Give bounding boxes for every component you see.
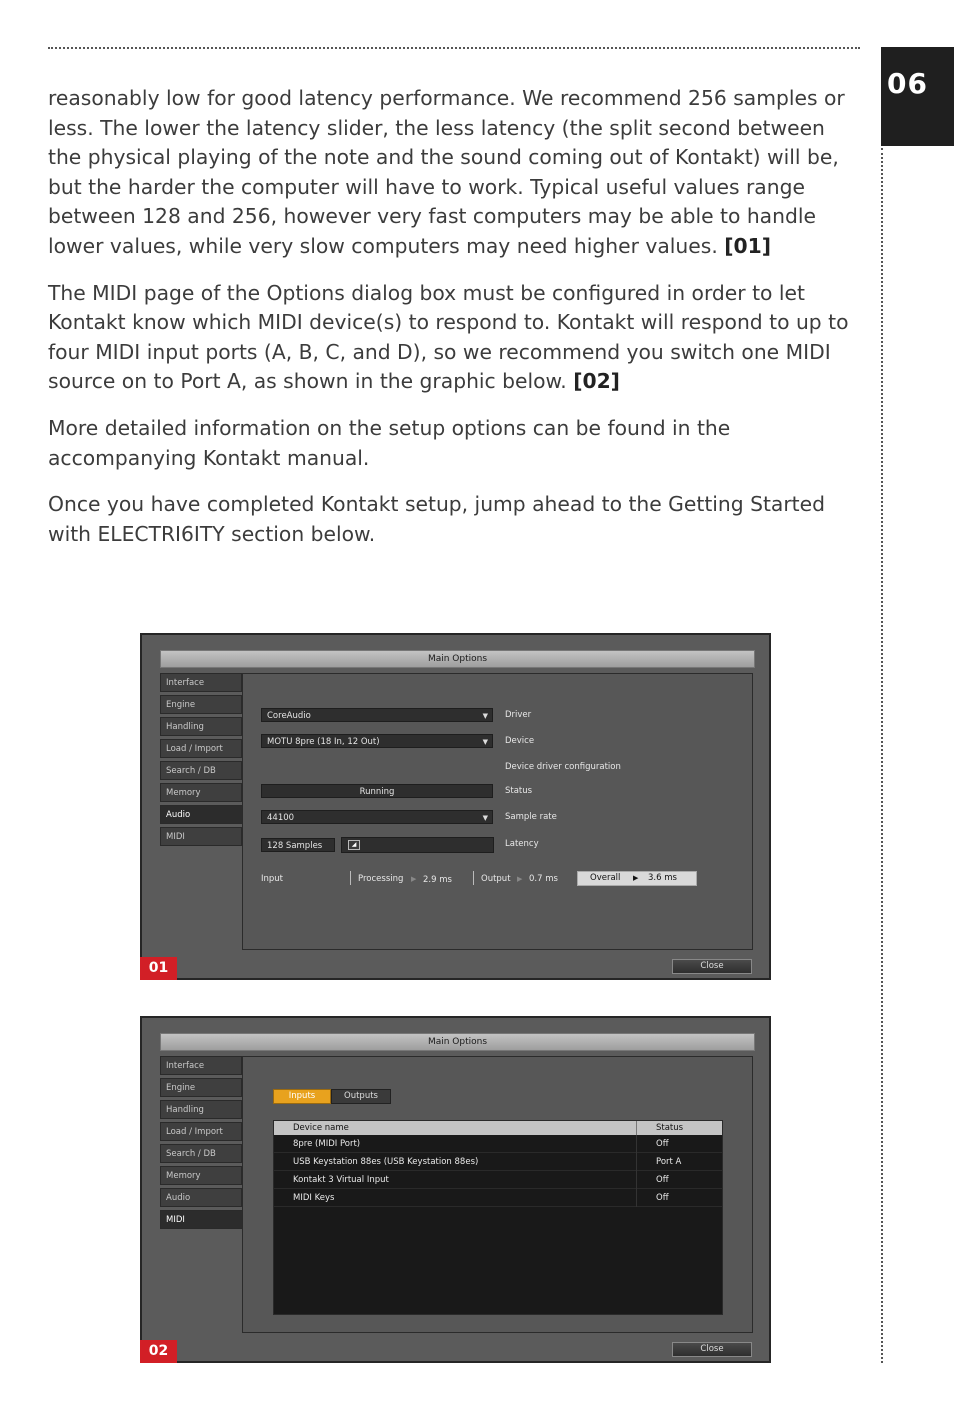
device-config-link[interactable]: Device driver configuration — [505, 762, 621, 772]
overall-latency — [577, 871, 697, 886]
nav-item-engine[interactable]: Engine — [160, 1078, 242, 1097]
figure-label: 02 — [140, 1340, 177, 1363]
device-table — [273, 1120, 723, 1315]
overall-value: 3.6 ms — [648, 873, 677, 883]
nav-item-engine[interactable]: Engine — [160, 695, 242, 714]
table-row[interactable]: USB Keystation 88es (USB Keystation 88es) Port A — [274, 1153, 722, 1171]
status-label: Status — [505, 786, 533, 796]
options-nav — [160, 1056, 242, 1232]
column-divider — [636, 1153, 637, 1171]
col-status[interactable]: Status — [656, 1123, 684, 1133]
processing-label: Processing — [358, 874, 404, 884]
nav-item-handling[interactable]: Handling — [160, 717, 242, 736]
nav-item-load-import[interactable]: Load / Import — [160, 739, 242, 758]
top-dotted-rule — [48, 47, 860, 49]
nav-item-audio[interactable]: Audio — [160, 1188, 242, 1207]
dropdown-arrow-icon: ▼ — [482, 738, 488, 746]
nav-item-memory[interactable]: Memory — [160, 783, 242, 802]
table-row[interactable]: 8pre (MIDI Port) Off — [274, 1135, 722, 1153]
close-button[interactable]: Close — [672, 1342, 752, 1357]
nav-item-search-db[interactable]: Search / DB — [160, 761, 242, 780]
column-divider — [636, 1135, 637, 1153]
input-label: Input — [261, 874, 284, 884]
table-row[interactable]: MIDI Keys Off — [274, 1189, 722, 1207]
nav-item-search-db[interactable]: Search / DB — [160, 1144, 242, 1163]
options-nav — [160, 673, 242, 849]
chapter-tab: 06 — [881, 47, 954, 146]
nav-item-midi[interactable]: MIDI — [160, 827, 242, 846]
side-dotted-rule — [881, 148, 883, 1363]
dropdown-arrow-icon: ▼ — [482, 712, 488, 720]
paragraph: The MIDI page of the Options dialog box must be configured in order to let Kontakt know which MIDI device(s) to respond to. Kontakt will respond to up to four MIDI input ports (A, B, C, and D), so we recommend you switch one MIDI source on to Port A, as shown in the graphic below. [02] — [48, 280, 849, 394]
figure-label: 01 — [140, 957, 177, 980]
table-row[interactable]: Kontakt 3 Virtual Input Off — [274, 1171, 722, 1189]
play-arrow-icon: ▶ — [517, 875, 523, 883]
sample-rate-label: Sample rate — [505, 812, 557, 822]
figure-ref: [01] — [724, 233, 771, 258]
dropdown-arrow-icon: ▼ — [482, 814, 488, 822]
figure-ref: [02] — [573, 369, 620, 394]
device-label: Device — [505, 736, 535, 746]
status-field: Running — [261, 784, 493, 798]
driver-select[interactable]: CoreAudio ▼ — [261, 708, 493, 722]
dialog-title: Main Options — [160, 1033, 755, 1051]
close-button[interactable]: Close — [672, 959, 752, 974]
tab-outputs[interactable]: Outputs — [331, 1089, 391, 1104]
processing-value: 2.9 ms — [423, 875, 452, 885]
table-header — [274, 1121, 722, 1135]
divider — [350, 871, 351, 885]
body-text — [48, 84, 863, 566]
overall-label: Overall — [590, 873, 621, 883]
col-device-name[interactable]: Device name — [293, 1123, 349, 1133]
column-divider — [636, 1121, 637, 1135]
slider-handle-icon[interactable]: ◢ — [348, 840, 360, 850]
nav-item-load-import[interactable]: Load / Import — [160, 1122, 242, 1141]
play-arrow-icon: ▶ — [633, 874, 639, 882]
nav-item-audio[interactable]: Audio — [160, 805, 244, 824]
sample-rate-select[interactable]: 44100 ▼ — [261, 810, 493, 824]
midi-content — [242, 1056, 753, 1333]
play-arrow-icon: ▶ — [411, 875, 417, 883]
dialog-title: Main Options — [160, 650, 755, 668]
midi-options-screenshot — [140, 1016, 771, 1363]
nav-item-memory[interactable]: Memory — [160, 1166, 242, 1185]
column-divider — [636, 1189, 637, 1207]
audio-options-screenshot — [140, 633, 771, 980]
driver-label: Driver — [505, 710, 532, 720]
latency-value: 128 Samples — [261, 838, 335, 852]
nav-item-interface[interactable]: Interface — [160, 673, 242, 692]
nav-item-midi[interactable]: MIDI — [160, 1210, 244, 1229]
paragraph: reasonably low for good latency performance. We recommend 256 samples or less. The lower the latency slider, the less latency (the split second between the physical playing of the note and the sound coming out of Kontakt) will be, but the harder the computer will have to work. Typical useful values range between 128 and 256, however very fast computers may be able to handle lower values, while very slow computers may need higher values. [01] — [48, 86, 845, 258]
output-label: Output — [481, 874, 511, 884]
divider — [473, 871, 474, 885]
paragraph: More detailed information on the setup options can be found in the accompanying Kontakt manual. — [48, 415, 731, 470]
output-value: 0.7 ms — [529, 874, 558, 884]
nav-item-interface[interactable]: Interface — [160, 1056, 242, 1075]
latency-label: Latency — [505, 839, 539, 849]
paragraph: Once you have completed Kontakt setup, jump ahead to the Getting Started with ELECTRI6ITY section below. — [48, 492, 825, 546]
column-divider — [636, 1171, 637, 1189]
audio-content — [242, 673, 753, 950]
tab-inputs[interactable]: Inputs — [273, 1089, 331, 1104]
device-select[interactable]: MOTU 8pre (18 In, 12 Out) ▼ — [261, 734, 493, 748]
nav-item-handling[interactable]: Handling — [160, 1100, 242, 1119]
latency-slider[interactable] — [341, 837, 494, 853]
